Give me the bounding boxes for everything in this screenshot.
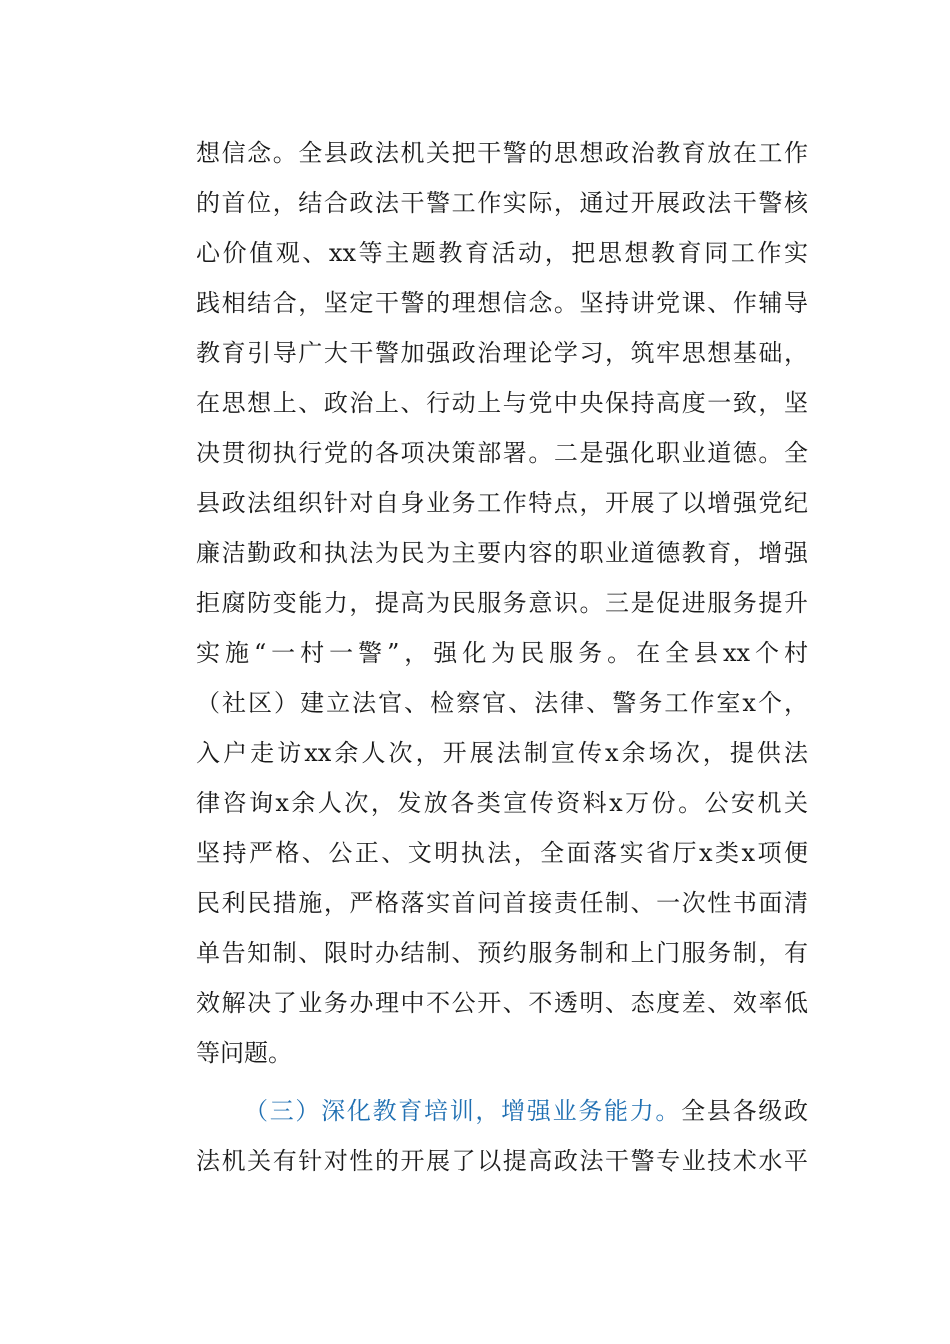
- text-line: 在思想上、政治上、行动上与党中央保持高度一致，坚: [196, 389, 808, 417]
- text-line: （社区）建立法官、检察官、法律、警务工作室x个，: [196, 689, 808, 717]
- text-line: 法机关有针对性的开展了以提高政法干警专业技术水平: [196, 1147, 808, 1175]
- section-heading: （三）深化教育培训，增强业务能力。: [244, 1097, 682, 1125]
- text-line: 践相结合，坚定干警的理想信念。坚持讲党课、作辅导: [196, 289, 808, 317]
- text-line: 廉洁勤政和执法为民为主要内容的职业道德教育，增强: [196, 539, 808, 567]
- text-line: 想信念。全县政法机关把干警的思想政治教育放在工作: [196, 139, 808, 167]
- section-paragraph: [196, 1086, 808, 1186]
- text-line: 坚持严格、公正、文明执法，全面落实省厅x类x项便: [196, 839, 808, 867]
- text-line: 教育引导广大干警加强政治理论学习，筑牢思想基础，: [196, 339, 808, 367]
- text-line: 的首位，结合政法干警工作实际，通过开展政法干警核: [196, 189, 808, 217]
- text-line: 单告知制、限时办结制、预约服务制和上门服务制，有: [196, 939, 808, 967]
- text-line: 效解决了业务办理中不公开、不透明、态度差、效率低: [196, 989, 808, 1017]
- text-line: 律咨询x余人次，发放各类宣传资料x万份。公安机关: [196, 789, 808, 817]
- section-first-line: [196, 1086, 808, 1136]
- text-line: 等问题。: [196, 1039, 292, 1067]
- text-line: 拒腐防变能力，提高为民服务意识。三是促进服务提升: [196, 589, 808, 617]
- text-line: 实施“一村一警”，强化为民服务。在全县xx个村: [196, 639, 808, 667]
- text-line: 县政法组织针对自身业务工作特点，开展了以增强党纪: [196, 489, 808, 517]
- text-line: 入户走访xx余人次，开展法制宣传x余场次，提供法: [196, 739, 808, 767]
- body-paragraph: [196, 128, 808, 1078]
- text-line: 决贯彻执行党的各项决策部署。二是强化职业道德。全: [196, 439, 808, 467]
- text-run: 全县各级政: [681, 1097, 809, 1125]
- text-line: 民利民措施，严格落实首问首接责任制、一次性书面清: [196, 889, 808, 917]
- text-line: 心价值观、xx等主题教育活动，把思想教育同工作实: [196, 239, 808, 267]
